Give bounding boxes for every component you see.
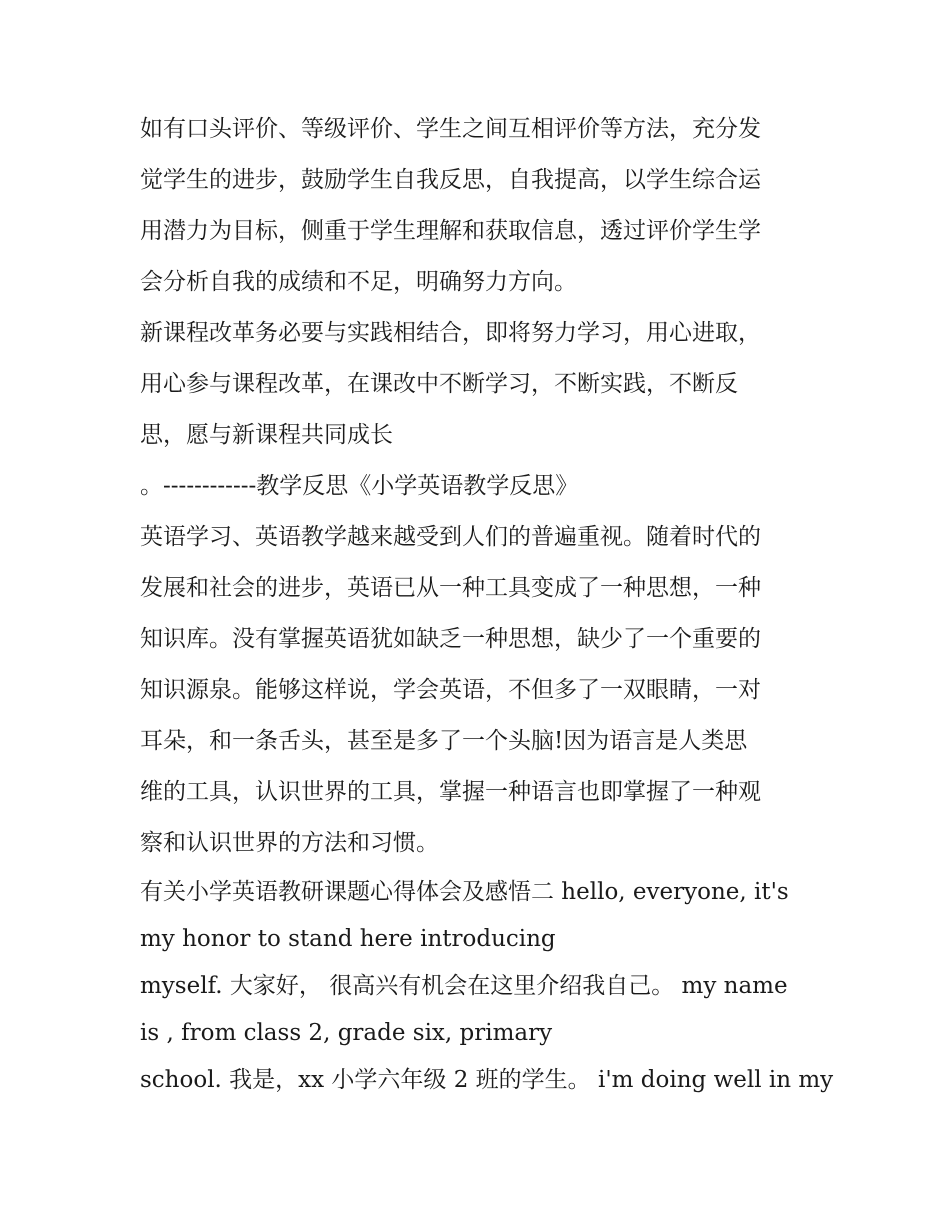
text-line: 思，愿与新课程共同成长 <box>140 422 393 448</box>
text-line: 耳朵，和一条舌头，甚至是多了一个头脑!因为语言是人类思 <box>140 728 748 754</box>
paragraph-curriculum-reform <box>140 308 812 461</box>
text-line: 如有口头评价、等级评价、学生之间互相评价等方法，充分发 <box>140 116 761 142</box>
text-line: 用心参与课程改革，在课改中不断学习，不断实践，不断反 <box>140 371 738 397</box>
text-line: 发展和社会的进步，英语已从一种工具变成了一种思想，一种 <box>140 575 761 601</box>
paragraph-evaluation <box>140 104 812 308</box>
text-line: 维的工具，认识世界的工具，掌握一种语言也即掌握了一种观 <box>140 779 761 805</box>
text-line: 。------------教学反思《小学英语教学反思》 <box>140 473 579 499</box>
paragraph-self-introduction-school <box>140 1057 834 1104</box>
paragraph-english-learning <box>140 512 812 869</box>
text-line: 用潜力为目标，侧重于学生理解和获取信息，透过评价学生学 <box>140 218 761 244</box>
section-heading-teaching-reflection <box>140 461 812 512</box>
text-line: 知识库。没有掌握英语犹如缺乏一种思想，缺少了一个重要的 <box>140 626 761 652</box>
text-line: 觉学生的进步，鼓励学生自我反思，自我提高，以学生综合运 <box>140 167 761 193</box>
document-page <box>140 104 834 1104</box>
text-line: is , from class 2, grade six, primary <box>140 1020 553 1046</box>
text-line: school. 我是，xx 小学六年级 2 班的学生。 i'm doing well in my <box>140 1067 834 1093</box>
text-line: 会分析自我的成绩和不足，明确努力方向。 <box>140 269 577 295</box>
paragraph-self-introduction-name <box>140 963 812 1057</box>
text-line: 英语学习、英语教学越来越受到人们的普遍重视。随着时代的 <box>140 524 761 550</box>
text-line: myself. 大家好， 很高兴有机会在这里介绍我自己。 my name <box>140 973 788 999</box>
text-line: 新课程改革务必要与实践相结合，即将努力学习，用心进取， <box>140 320 761 346</box>
text-line: 有关小学英语教研课题心得体会及感悟二 hello, everyone, it's <box>140 879 789 905</box>
text-line: 知识源泉。能够这样说，学会英语，不但多了一双眼睛，一对 <box>140 677 761 703</box>
text-line: 察和认识世界的方法和习惯。 <box>140 830 439 856</box>
paragraph-self-introduction-intro <box>140 869 812 963</box>
text-line: my honor to stand here introducing <box>140 926 556 952</box>
